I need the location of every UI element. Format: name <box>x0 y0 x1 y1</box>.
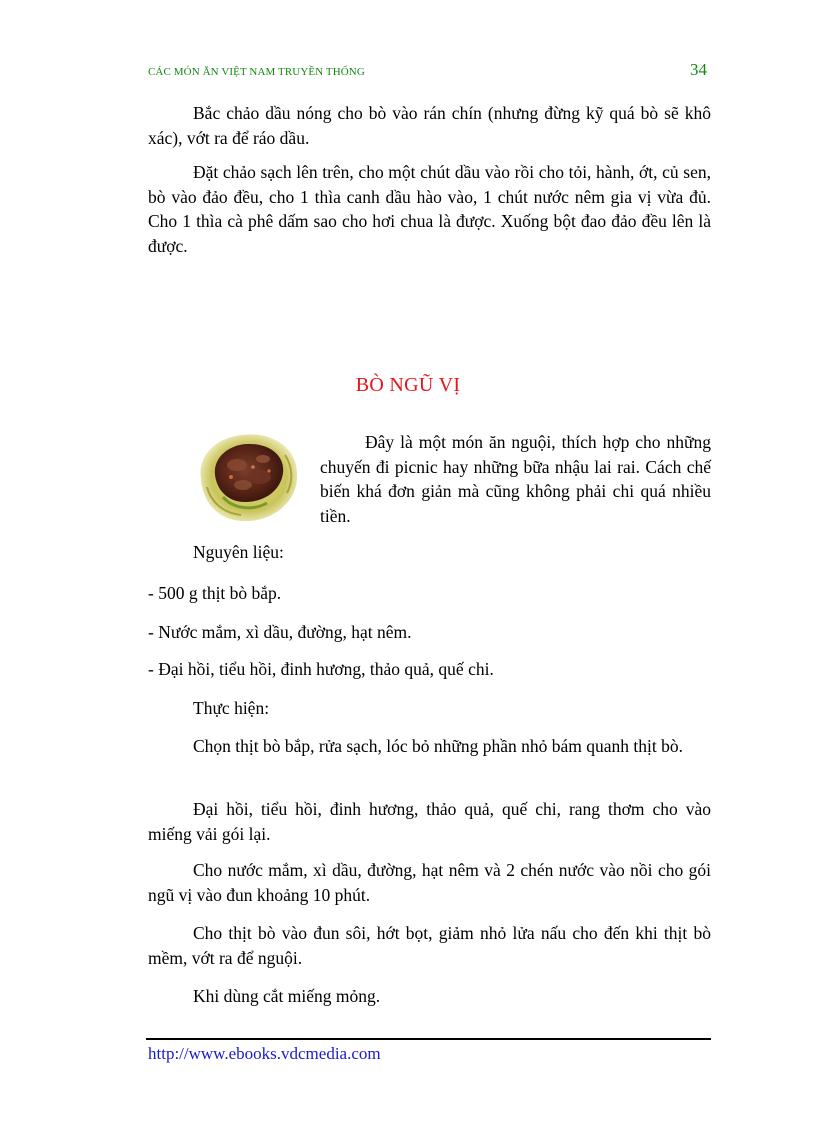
method-label: Thực hiện: <box>193 698 270 718</box>
step-paragraph: Chọn thịt bò bắp, rửa sạch, lóc bỏ những phần nhỏ bám quanh thịt bò. <box>193 736 683 756</box>
ingredients-label: Nguyên liệu: <box>193 542 284 562</box>
running-header-title: CÁC MÓN ĂN VIỆT NAM TRUYỀN THỐNG <box>148 66 365 78</box>
page-number: 34 <box>690 60 707 79</box>
paragraph-stir-fry: Đặt chảo sạch lên trên, cho một chút dầu vào rồi cho tỏi, hành, ớt, củ sen, bò vào đảo đều, cho 1 thìa canh dầu hào vào, 1 chút nước nêm gia vị vừa đủ. Cho 1 thìa cà phê dấm sao cho hơi chua là được. Xuống bột đao đảo đều lên là được. <box>148 162 711 256</box>
beef-dish-photo <box>193 427 303 525</box>
recipe-title: BÒ NGŨ VỊ <box>355 374 461 396</box>
step-paragraph: Cho thịt bò vào đun sôi, hớt bọt, giảm nhỏ lửa nấu cho đến khi thịt bò mềm, vớt ra để nguội. <box>148 923 711 968</box>
footer-link[interactable]: http://www.ebooks.vdcmedia.com <box>148 1044 381 1063</box>
footer-divider <box>146 1038 711 1040</box>
step-paragraph: Cho nước mắm, xì dầu, đường, hạt nêm và 2 chén nước vào nồi cho gói ngũ vị vào đun khoảng 10 phút. <box>148 860 711 905</box>
paragraph-frying: Bắc chảo dầu nóng cho bò vào rán chín (nhưng đừng kỹ quá bò sẽ khô xác), vớt ra để ráo dầu. <box>148 103 711 148</box>
ingredient-item: - Đại hồi, tiểu hồi, đinh hương, thảo quả, quế chi. <box>148 659 494 679</box>
ingredient-item: - 500 g thịt bò bắp. <box>148 583 282 603</box>
step-paragraph: Đại hồi, tiểu hồi, đinh hương, thảo quả, quế chi, rang thơm cho vào miếng vải gói lại. <box>148 799 711 844</box>
ingredient-item: - Nước mắm, xì dầu, đường, hạt nêm. <box>148 622 412 642</box>
recipe-intro: Đây là một món ăn nguội, thích hợp cho những chuyến đi picnic hay những bữa nhậu lai rai. Cách chế biến khá đơn giản mà cũng không phải chi quá nhiều tiền. <box>320 432 711 526</box>
step-paragraph: Khi dùng cắt miếng mỏng. <box>193 986 381 1006</box>
